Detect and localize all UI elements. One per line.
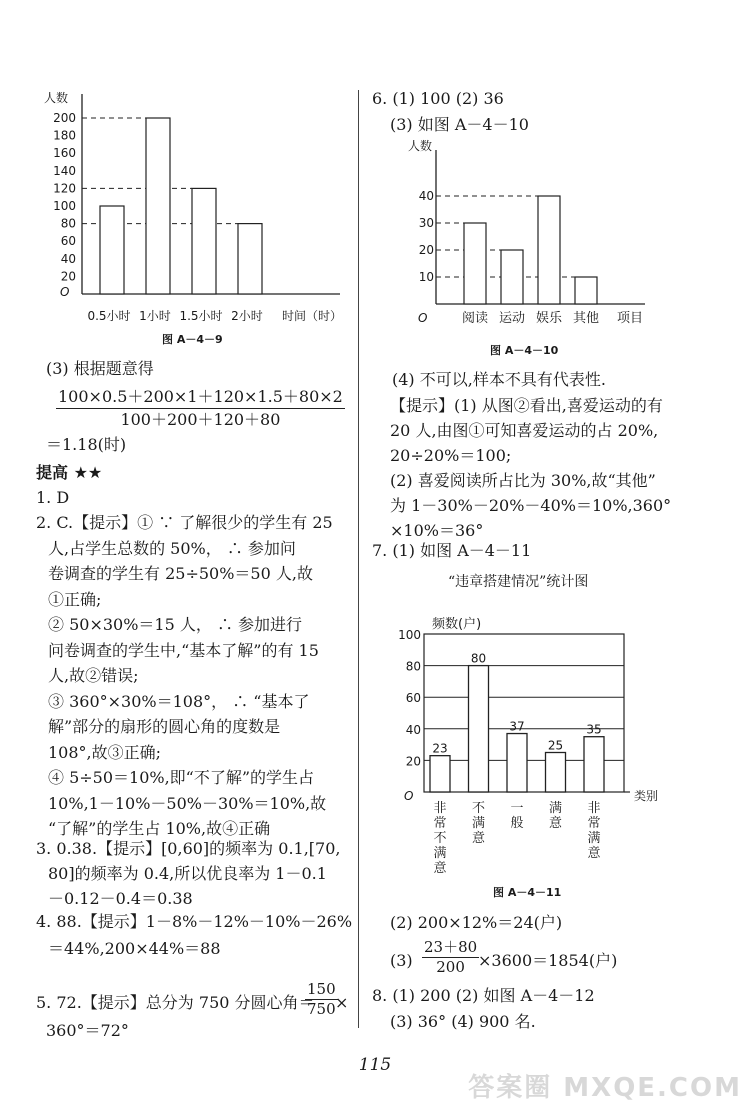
y-tick-label: 80	[60, 216, 76, 231]
q3-line: 80]的频率为 0.4,所以优良率为 1－0.1	[48, 864, 327, 883]
page-number: 115	[358, 1055, 392, 1075]
y-tick-label: 40	[418, 189, 434, 203]
y-tick-label: 30	[418, 216, 434, 230]
bar	[469, 666, 489, 792]
q2-line: 解”部分的扇形的圆心角的度数是	[48, 717, 281, 736]
y-tick-label: 20	[60, 269, 76, 284]
q4-line: 4. 88.【提示】1－8%－12%－10%－26%	[36, 912, 353, 931]
chart-a-4-9	[40, 82, 358, 322]
q6hint-line: ×10%＝36°	[390, 521, 484, 540]
answer-6-3: (3) 如图 A－4－10	[390, 115, 529, 134]
bar	[501, 250, 523, 304]
y-tick-label: 100	[53, 199, 76, 213]
y-tick-label: 20	[418, 243, 434, 257]
chart-a-4-10-caption: 图 A－4－10	[490, 344, 559, 357]
bar	[575, 277, 597, 304]
x-tick-label: 不满意	[471, 801, 486, 846]
bar	[538, 196, 560, 304]
data-label: 80	[470, 651, 487, 666]
fraction-denominator: 100＋200＋120＋80	[120, 410, 281, 429]
data-label: 23	[432, 741, 448, 756]
bar	[192, 188, 216, 294]
q2-line: 人,故②错误;	[48, 666, 139, 685]
q2-line: ③ 360°×30%＝108°， ∴ “基本了	[48, 691, 310, 711]
x-tick-label: 一般	[510, 801, 524, 831]
step-text: (3) 根据题意得	[46, 359, 154, 378]
q6hint-line: 20 人,由图①可知喜爱运动的占 20%,	[390, 421, 659, 440]
answer-5-fraction	[305, 980, 338, 1019]
q3-line: 3. 0.38.【提示】[0,60]的频率为 0.1,[70,	[36, 839, 341, 858]
q2-line: 问卷调查的学生中,“基本了解”的有 15	[48, 640, 319, 660]
q6hint-line: (2) 喜爱阅读所占比为 30%,故“其他”	[390, 471, 656, 490]
x-tick-label: 0.5小时	[87, 309, 131, 322]
fraction-denominator: 750	[307, 1000, 336, 1018]
y-tick-label: 40	[405, 722, 421, 737]
x-tick-label: 运动	[498, 311, 526, 326]
q4-line: ＝44%,200×44%＝88	[48, 939, 221, 958]
answer-1: 1. D	[36, 488, 70, 507]
y-tick-label: 180	[53, 128, 76, 143]
q6hint-line: 【提示】(1) 从图②看出,喜爱运动的有	[390, 396, 663, 415]
y-tick-label: 60	[60, 234, 76, 249]
chart-a-4-10	[400, 136, 660, 332]
q2-line: ①正确;	[48, 589, 102, 609]
x-tick-label: 2小时	[231, 309, 263, 322]
x-tick-label: 非常不满意	[433, 801, 447, 874]
bar	[507, 734, 527, 792]
data-label: 25	[547, 738, 564, 753]
x-tick-label: 1小时	[139, 309, 171, 322]
answer-8-2: (3) 36° (4) 900 名.	[390, 1012, 536, 1031]
answer-6: 6. (1) 100 (2) 36	[372, 89, 504, 108]
y-tick-label: 40	[60, 251, 76, 266]
x-tick-label: 非常满意	[587, 801, 601, 861]
q2-line: ④ 5÷50＝10%,即“不了解”的学生占	[48, 768, 315, 787]
y-tick-label: 20	[405, 754, 421, 769]
y-tick-label: 80	[405, 659, 421, 674]
y-axis-label: 人数	[408, 139, 433, 153]
q2-line: 108°,故③正确;	[48, 742, 162, 762]
chart-a-4-11-caption: 图 A－4－11	[493, 886, 562, 899]
answer-7-3-label: (3)	[390, 951, 413, 970]
bar	[584, 737, 604, 792]
bar	[238, 224, 262, 294]
chart-a-4-9-caption: 图 A－4－9	[162, 333, 223, 346]
y-tick-label: 140	[53, 163, 76, 178]
q6hint-line: 为 1－30%－20%－40%＝10%,360°	[390, 496, 672, 515]
x-axis-label: 时间（时）	[281, 309, 343, 322]
y-tick-label: 10	[418, 270, 434, 284]
x-tick-label: 娱乐	[535, 311, 563, 326]
fraction-numerator: 150	[307, 980, 336, 998]
answer-5-times: ×	[335, 993, 349, 1012]
answer-6-4: (4) 不可以,样本不具有代表性.	[392, 370, 606, 389]
x-tick-label: 满意	[548, 801, 563, 831]
result-text: ＝1.18(时)	[46, 435, 127, 454]
bar	[464, 223, 486, 304]
y-tick-label: 160	[53, 146, 76, 161]
q2-line: ② 50×30%＝15 人， ∴ 参加进行	[48, 615, 303, 634]
q2-line: 卷调查的学生有 25÷50%＝50 人,故	[48, 564, 313, 583]
y-axis-label: 频数(户)	[432, 617, 482, 632]
fraction-denominator: 200	[436, 958, 465, 976]
q6hint-line: 20÷20%＝100;	[390, 446, 512, 465]
x-axis-label: 类别	[634, 789, 659, 803]
answer-7-3-rest: ×3600＝1854(户)	[478, 951, 618, 970]
data-label: 37	[509, 719, 525, 734]
y-tick-label: 200	[53, 111, 76, 125]
q3-line: －0.12－0.4＝0.38	[48, 889, 193, 908]
x-tick-label: 1.5小时	[179, 309, 223, 322]
data-label: 35	[586, 722, 602, 737]
q2-line: 10%,1－10%－50%－30%＝10%,故	[48, 793, 327, 813]
x-axis-label: 项目	[616, 311, 644, 326]
y-tick-label: 60	[405, 691, 421, 706]
origin-label: O	[418, 311, 428, 325]
column-divider	[358, 90, 359, 1028]
y-tick-label: 100	[398, 628, 421, 642]
bar	[100, 206, 124, 294]
answer-7-3-fraction	[422, 938, 479, 977]
y-tick-label: 120	[53, 181, 76, 196]
bar	[146, 118, 170, 294]
x-tick-label: 其他	[572, 311, 600, 326]
fraction-numerator: 23＋80	[424, 938, 478, 956]
chart-a-4-11-title: “违章搭建情况”统计图	[448, 574, 589, 590]
y-axis-label: 人数	[44, 91, 69, 105]
section-heading: 提高 ★★	[36, 463, 103, 482]
answer-7: 7. (1) 如图 A－4－11	[372, 541, 532, 560]
answer-7-2: (2) 200×12%＝24(户)	[390, 913, 563, 932]
watermark-logo: 答案圈 MXQE.COM	[468, 1073, 742, 1103]
answer-8: 8. (1) 200 (2) 如图 A－4－12	[372, 986, 595, 1005]
q2-line: 2. C.【提示】① ∵ 了解很少的学生有 25	[36, 513, 333, 532]
answer-5: 5. 72.【提示】总分为 750 分圆心角＝	[36, 993, 315, 1012]
bar	[430, 756, 450, 792]
x-tick-label: 阅读	[461, 311, 489, 326]
q2-line: “了解”的学生占 10%,故④正确	[48, 819, 271, 838]
answer-5-cont: 360°＝72°	[46, 1021, 129, 1040]
origin-label: O	[404, 789, 414, 803]
q2-line: 人,占学生总数的 50%， ∴ 参加问	[48, 538, 296, 558]
fraction-numerator: 100×0.5＋200×1＋120×1.5＋80×2	[56, 386, 345, 409]
chart-a-4-11	[368, 612, 668, 874]
origin-label: O	[60, 285, 70, 299]
bar	[546, 753, 566, 793]
average-fraction	[56, 386, 345, 431]
